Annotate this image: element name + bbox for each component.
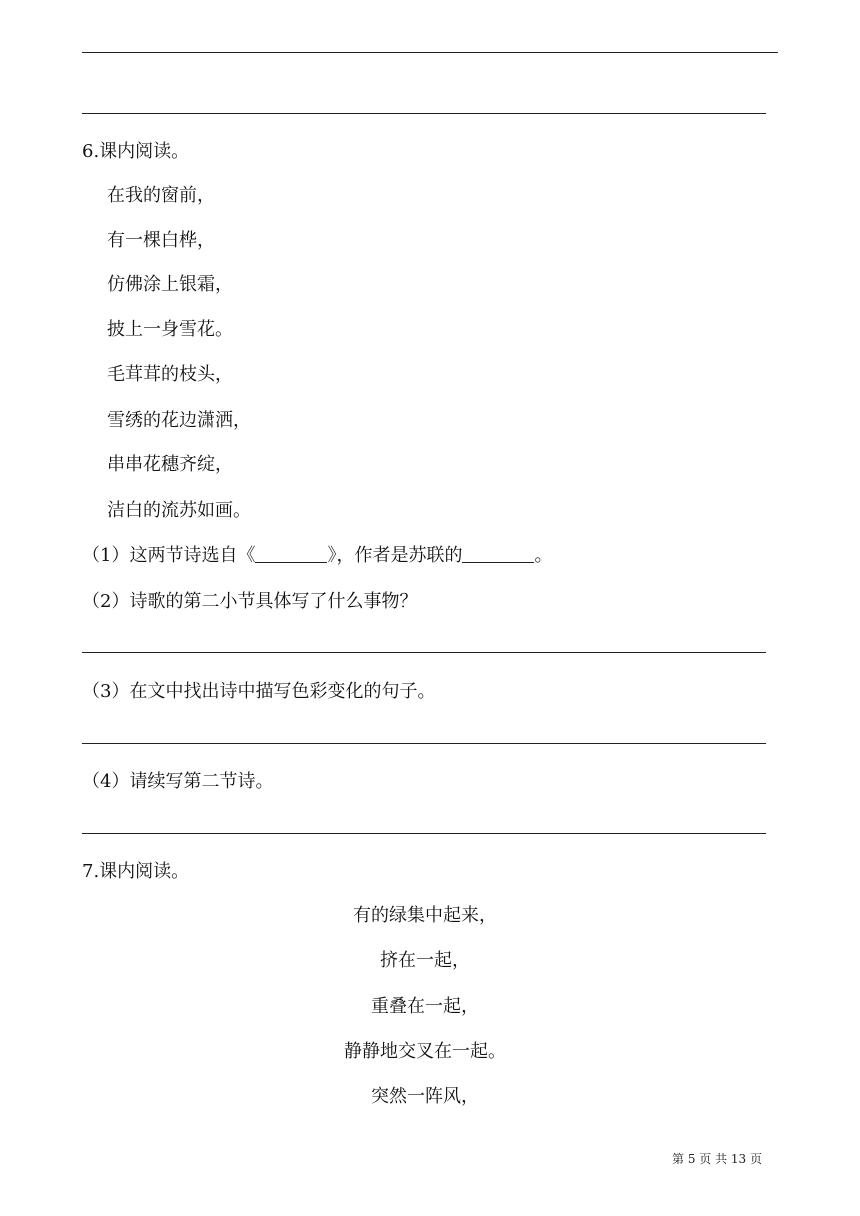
poem-line: 在我的窗前，	[107, 185, 215, 206]
question-6-title: 6.课内阅读。	[82, 141, 190, 162]
poem-line: 挤在一起，	[380, 950, 470, 971]
poem-line: 雪绣的花边潇洒，	[107, 410, 251, 431]
poem-line: 洁白的流苏如画。	[107, 500, 251, 521]
question-7-title: 7.课内阅读。	[82, 861, 190, 882]
poem-line: 重叠在一起，	[371, 996, 479, 1017]
answer-line-top-1	[82, 52, 778, 53]
sub-question-1	[82, 544, 552, 568]
poem-line: 披上一身雪花。	[107, 319, 233, 340]
sub-question-3: （3）在文中找出诗中描写色彩变化的句子。	[82, 681, 436, 702]
poem-line: 串串花穗齐绽，	[107, 454, 233, 475]
sub-question-4: （4）请续写第二节诗。	[82, 771, 274, 792]
blank-poem-title[interactable]	[255, 544, 327, 563]
poem-line: 有一棵白桦，	[107, 230, 215, 251]
blank-author[interactable]	[462, 544, 534, 563]
answer-line-3[interactable]	[82, 743, 766, 744]
answer-line-2[interactable]	[82, 652, 766, 653]
sub-question-1-prefix: （1）这两节诗选自《	[82, 545, 256, 566]
page-footer: 第 5 页 共 13 页	[672, 1152, 762, 1166]
poem-line: 毛茸茸的枝头，	[107, 364, 233, 385]
answer-line-4[interactable]	[82, 833, 766, 834]
answer-line-top-2	[82, 113, 766, 114]
sub-question-1-mid: 》，作者是苏联的	[327, 545, 463, 566]
sub-question-1-end: 。	[534, 545, 553, 566]
poem-line: 仿佛涂上银霜，	[107, 274, 233, 295]
poem-line: 有的绿集中起来，	[353, 905, 497, 926]
poem-line: 突然一阵风，	[371, 1086, 479, 1107]
sub-question-2: （2）诗歌的第二小节具体写了什么事物？	[82, 591, 418, 612]
poem-line: 静静地交叉在一起。	[344, 1041, 506, 1062]
